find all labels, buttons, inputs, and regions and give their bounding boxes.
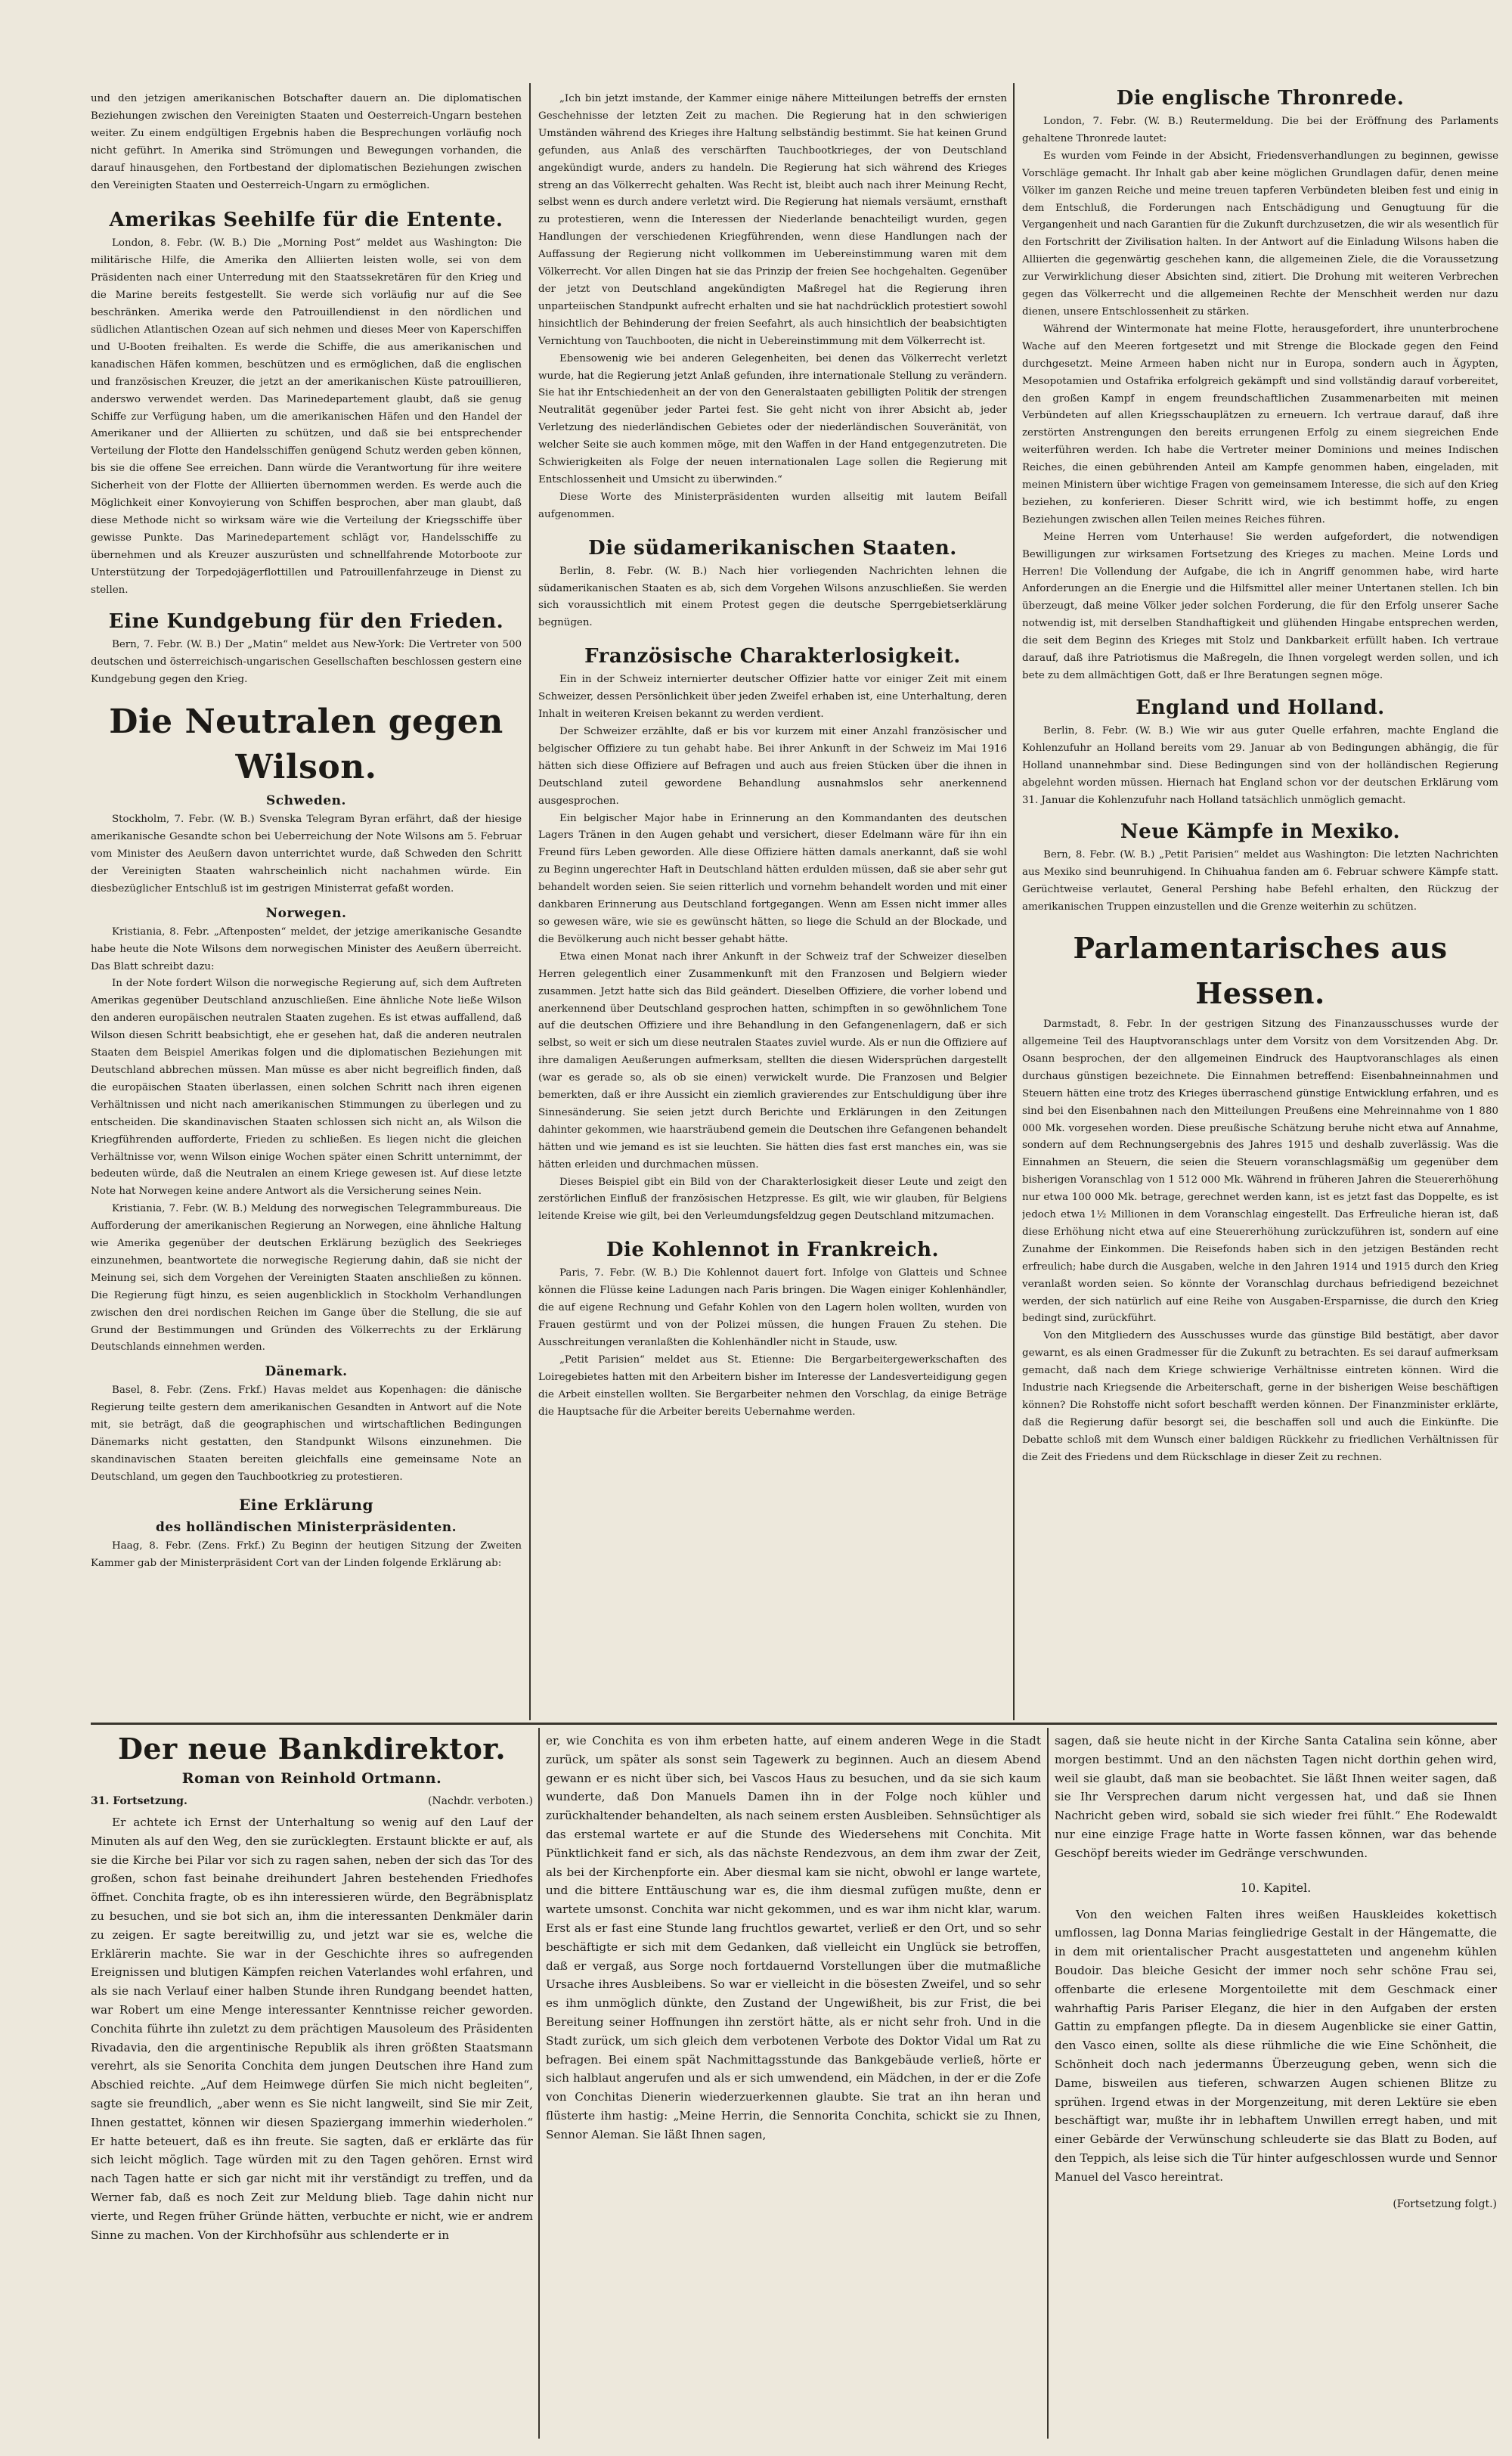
headline-thronrede: Die englische Thronrede. (1116, 87, 1405, 110)
headline-kohlennot: Die Kohlennot in Frankreich. (606, 1239, 940, 1262)
article-norwegen-3: Kristiania, 7. Febr. (W. B.) Meldung des norwegischen Telegrammbureaus. Die Aufforderung der amerikanischen Regierung an Norwegen, eine ähnliche Haltung wie Amerika gegenüber der deutschen Erklärung bezüglich des Seekrieges einzunehmen, beantwortete die norwegische Regierung dahin, daß sie nicht der Meinung sei, sich dem Vorgehen der Vereinigten Staaten anschließen zu können. Die Regierung fügt hinzu, es seien augenblicklich in Stockholm Verhandlungen zwischen den drei nordischen Reichen im Gange über die Stellung, die sie auf Grund der Bestimmungen und Gründen des Völkerrechts zu der Erklärung Deutschlands einnehmen werden. (91, 1203, 522, 1354)
article-holland-3: Diese Worte des Ministerpräsidenten wurden allseitig mit lautem Beifall aufgenommen. (538, 491, 1007, 520)
headline-mexiko: Neue Kämpfe in Mexiko. (1120, 820, 1401, 844)
feuilleton-column-3 (1055, 1732, 1497, 2439)
novel-text-2: er, wie Conchita es von ihm erbeten hatte, auf einem anderen Wege in die Stadt zurück, um später als sonst sein Tagewerk zu beginnen. Auch an diesem Abend gewann er es nicht über sich, bei Vascos Haus zu besuchen, und da sie sich kaum wunderte, daß Don Manuels Damen ihn in der Folge noch kühler und zurückhaltender behandelten, als nach seinem ersten Ausbleiben. Sehnsüchtiger als das erstemal wartete er auf die Stunde des Wiedersehens mit Conchita. Mit Pünktlichkeit fand er sich, als das nächste Rendezvous, an dem ihm zwar der Zeit, als bei der Kirchenpforte ein. Aber diesmal kam sie nicht, obwohl er lange wartete, und die bittere Enttäuschung war es, die ihm diesmal zufügen mußte, denn er wartete umsonst. Conchita war nicht gekommen, und es war ihm nicht klar, warum. Erst als er fast eine Stunde lang fruchtlos gewartet, verließ er den Ort, und so sehr beschäftigte er sich mit dem Gedanken, daß vielleicht ein Unglück sie betroffen, daß er vergaß, aus Sorge noch fortdauernd Vorstellungen über die mutmaßliche Ursache ihres Ausbleibens. So war er vielleicht in die bösesten Zweifel, und so sehr es ihm unmöglich dünkte, den Zustand der Ungewißheit, bis zur Frist, die bei Bereitung seiner Hoffnungen ihn zerstört hätte, als er nicht sehr froh. Und in die Stadt zurück, um sich gleich dem verbotenen Verbote des Doktor Vidal um Rat zu befragen. Bei einem spät Nachmittagsstunde das Bankgebäude verließ, hörte er sich halblaut angerufen und als er sich umwendend, ein Mädchen, in der er die Zofe von Conchitas Dienerin wiederzuerkennen glaubte. Sie trat an ihn heran und flüsterte ihm hastig: „Meine Herrin, die Sennorita Conchita, schickt sie zu Ihnen, Sennor Aleman. Sie läßt Ihnen sagen, (546, 1734, 1041, 2141)
feuilleton-column-2 (546, 1732, 1041, 2439)
novel-installment: 31. Fortsetzung. (91, 1795, 187, 1807)
subhead-daenemark: Dänemark. (265, 1364, 348, 1380)
article-charakter-3: Ein belgischer Major habe in Erinnerung an den Kommandanten des deutschen Lagers Tränen in den Augen gehabt und versichert, dieser Edelmann wäre für ihn ein Freund fürs Leben geworden. Alle diese Offiziere hätten damals anerkannt, daß sie wohl zu Beginn ungerechter Haft in Deutschland hätten erdulden müssen, daß sie aber sehr gut behandelt worden seien. Sie seien ritterlich und vornehm behandelt worden und mit einer dankbaren Erinnerung aus Deutschland fortgegangen. Wenn am Essen nicht immer alles so gewesen wäre, wie sie es gewünscht hätten, so liege die Schuld an der Blockade, und die Bevölkerung auch nicht besser gehabt hätte. (538, 812, 1007, 945)
column-2 (538, 91, 1007, 1716)
article-holland-1: „Ich bin jetzt imstande, der Kammer einige nähere Mitteilungen betreffs der ernsten Geschehnisse der letzten Zeit zu machen. Die Regierung hat in den schwierigen Umständen während des Krieges ihre Haltung selbständig bestimmt. Sie hat keinen Grund gefunden, aus Anlaß des verschärften Tauchbootkrieges, der von Deutschland angekündigt wurde, anders zu handeln. Die Regierung hat sich während des Krieges streng an das Völkerrecht gehalten. Was Recht ist, bleibt auch nach ihrer Meinung Recht, selbst wenn es durch andere verletzt wird. Die Regierung hat niemals versäumt, ernsthaft zu protestieren, wenn die Interessen der Niederlande benachteiligt wurden, gegen Handlungen der verschiedenen Kriegführenden, wenn diese Handlungen nach der Auffassung der Regierung nicht vollkommen im Uebereinstimmung waren mit dem Völkerrecht. Vor allen Dingen hat sie das Prinzip der freien See hochgehalten. Gegenüber der jetzt von Deutschland angekündigten Maßregel hat die Regierung ihren unparteiischen Standpunkt aufrecht erhalten und sie hat nachdrücklich protestiert sowohl hinsichtlich der Behinderung der freien Seefahrt, als auch hinsichtlich der beabsichtigten Vernichtung von Tauchbooten, die nicht in Uebereinstimmung mit dem Völkerrecht ist. (538, 93, 1007, 347)
headline-charakterlosigkeit: Französische Charakterlosigkeit. (584, 645, 961, 668)
article-schweden: Stockholm, 7. Febr. (W. B.) Svenska Telegram Byran erfährt, daß der hiesige amerikanische Gesandte schon bei Ueberreichung der Note Wilsons am 5. Februar vom Minister des Aeußern davon unterrichtet wurde, daß Schweden den Schritt der Vereinigten Staaten wahrscheinlich nicht nachahmen würde. Ein diesbezüglicher Entschluß ist im gestrigen Ministerrat gefaßt worden. (91, 814, 522, 895)
article-seehilfe: London, 8. Febr. (W. B.) Die „Morning Post“ meldet aus Washington: Die militärische Hilfe, die Amerika den Alliierten leisten wolle, sei von dem Präsidenten nach einer Unterredung mit den Staatssekretären für den Krieg und die Marine bereits festgestellt. Sie werde sich vorläufig nur auf die See beschränken. Amerika werde den Patrouillendienst in den nördlichen und südlichen Atlantischen Ozean auf sich nehmen und dieses Meer von Kaperschiffen und U-Booten freihalten. Es werde die Schiffe, die aus amerikanischen und kanadischen Häfen kommen, beschützen und es ermöglichen, daß die englischen und französischen Kreuzer, die jetzt an der amerikanischen Küste patrouillieren, anderswo verwendet werden. Das Marinedepartement glaubt, daß sie genug Schiffe zur Verfügung haben, um die amerikanischen Häfen und den Handel der Amerikaner und der Alliierten zu schützen, und daß sie bei entsprechender Verteilung der Flotte den Handelsschiffen genügend Schutz werden geben können, bis sie die offene See erreichen. Dann würde die Verantwortung für ihre weitere Sicherheit von der Flotte der Alliierten übernommen werden. Es werde auch die Möglichkeit einer Konvoyierung von Schiffen besprochen, aber man glaubt, daß diese Methode nicht so wirksam wäre wie die Verteilung der Kriegsschiffe über gewisse Punkte. Das Marinedepartement schlägt vor, Handelsschiffe zu übernehmen und als Kreuzer auszurüsten und schnellfahrende Motorboote zur Unterstützung der Torpedojägerflottillen und Patrouillenfahrzeuge in Dienst zu stellen. (91, 237, 522, 596)
novel-copyright: (Nachdr. verboten.) (427, 1795, 533, 1807)
novel-text-1: Er achtete ich Ernst der Unterhaltung so wenig auf den Lauf der Minuten als auf den Weg, den sie zurücklegten. Erstaunt blickte er auf, als sie die Kirche bei Pilar vor sich zu ragen sahen, neben der sich das Tor des großen, schon fast beinahe dreihundert Jahren bestehenden Friedhofes öffnet. Conchita fragte, ob es ihn interessieren würde, den Begräbnisplatz zu besuchen, und sie bot sich an, ihm die interessanten Denkmäler darin zu zeigen. Er sagte bereitwillig zu, und jetzt war sie es, welche die Erklärerin machte. Sie war in der Geschichte ihres so aufregenden Ereignissen und blutigen Kämpfen reichen Vaterlandes wohl erfahren, und als sie nach Verlauf einer halben Stunde ihren Rundgang beendet hatten, war Robert um eine Menge interessanter Kenntnisse reicher geworden. Conchita führte ihn zuletzt zu dem prächtigen Mausoleum des Präsidenten Rivadavia, den die argentinische Republik als ihren größten Staatsmann verehrt, als sie Senorita Conchita dem jungen Deutschen ihre Hand zum Abschied reichte. „Auf dem Heimwege dürfen Sie mich nicht begleiten“, sagte sie freundlich, „aber wenn es Sie nicht langweilt, sind Sie mir Zeit, Ihnen gestattet, können wir diesen Spaziergang immerhin wiederholen.“ Er hatte beteuert, daß es ihn freute. Sie sagten, daß er erklärte das für sich leicht möglich. Tage würden mit zu den Tagen gehören. Ernst wird nach Tagen hatte er sich gar nicht mit ihr verständigt zu treffen, und da Werner fab, daß es noch Zeit zur Meldung blieb. Tage dahin nicht nur vierte, und Regen früher Gründe hätten, verbuchte er nicht, wie er andrem Sinne zu machen. Von der Kirchhofsühr aus schlenderte er in (91, 1816, 533, 2242)
article-kohlennot-1: Paris, 7. Febr. (W. B.) Die Kohlennot dauert fort. Infolge von Glatteis und Schnee können die Flüsse keine Ladungen nach Paris bringen. Die Wagen einiger Kohlenhändler, die auf eigene Rechnung und Gefahr Kohlen von den Lagern holen wollten, wurden von Frauen gestürmt und von der Polizei müssen, die hungen Frauen Zu stehen. Die Ausschreitungen veranlaßten die Kohlenhändler nicht in Staude, usw. (538, 1267, 1007, 1348)
article-charakter-5: Dieses Beispiel gibt ein Bild von der Charakterlosigkeit dieser Leute und zeigt den zerstörlichen Einfluß der französischen Hetzpresse. Es gilt, wie wir glauben, für Belgiens leitende Kreise wie gilt, bei den Verleumdungsfeldzug gegen Deutschland mitzumachen. (538, 1176, 1007, 1223)
article-suedamerika: Berlin, 8. Febr. (W. B.) Nach hier vorliegenden Nachrichten lehnen die südamerikanischen Staaten es ab, sich dem Vorgehen Wilsons anzuschließen. Sie werden sich voraussichtlich mit einem Protest gegen die deutsche Sperrgebietserklärung begnügen. (538, 565, 1007, 629)
article-england-holland: Berlin, 8. Febr. (W. B.) Wie wir aus guter Quelle erfahren, machte England die Kohlenzufuhr an Holland bereits vom 29. Januar ab von Bedingungen abhängig, die für Holland unannehmbar sind. Diese Bedingungen sind von der holländischen Regierung abgelehnt worden müssen. Hiernach hat England schon vor der deutschen Erklärung vom 31. Januar die Kohlenzufuhr nach Holland tatsächlich unmöglich gemacht. (1022, 724, 1498, 806)
article-charakter-1: Ein in der Schweiz internierter deutscher Offizier hatte vor einiger Zeit mit einem Schweizer, dessen Persönlichkeit über jeden Zweifel erhaben ist, eine Unterhaltung, deren Inhalt in weiteren Kreisen bekannt zu werden verdient. (538, 674, 1007, 721)
article-thronrede-2: Es wurden vom Feinde in der Absicht, Friedensverhandlungen zu beginnen, gewisse Vorschläge gemacht. Ihr Inhalt gab aber keine möglichen Grundlagen dafür, denen meine Völker im ganzen Reiche und meine treuen tapferen Verbündeten bleiben fest und einig in dem Entschluß, die Forderungen nach Entschädigung und Genugtuung für die Vergangenheit und nach Garantien für die Zukunft durchzusetzen, die wir als wesentlich für den Fortschritt der Zivilisation halten. In der Antwort auf die Einladung Wilsons haben die Alliierten die gegenwärtig geschehen kann, die allgemeinen Ziele, die die Voraussetzung zur Verwirklichung dieser Absichten sind, zitiert. Die Drohung mit weiteren Verbrechen gegen das Völkerrecht und die allgemeinen Rechte der Menschheit werden nur dazu dienen, unsere Entschlossenheit zu stärken. (1022, 150, 1498, 318)
novel-text-3: sagen, daß sie heute nicht in der Kirche Santa Catalina sein könne, aber morgen bestimmt. Und an den nächsten Tagen nicht dorthin gehen wird, weil sie glaubt, daß man sie beobachtet. Sie läßt Ihnen weiter sagen, daß sie Ihr Versprechen darum nicht vergessen hat, und daß sie Ihnen Nachricht geben wird, sobald sie sich wieder frei fühlt.“ Ehe Rodewaldt nur eine einzige Frage hatte in Worte fassen können, war das behende Geschöpf bereits wieder im Gedränge verschwunden. (1055, 1734, 1497, 1860)
column-1 (91, 91, 522, 1716)
article-thronrede-4: Meine Herren vom Unterhause! Sie werden aufgefordert, die notwendigen Bewilligungen zur wirksamen Fortsetzung des Krieges zu machen. Meine Lords und Herren! Die Vollendung der Aufgabe, die ich in Angriff genommen habe, wird harte Anforderungen an die Energie und die Hilfsmittel aller meiner Untertanen stellen. Ich bin überzeugt, daß meine Völker jeder solchen Forderung, die für den Erfolg unserer Sache notwendig ist, mit derselben Standhaftigkeit und glühenden Hingabe entsprechen werden, die seit dem Beginn des Krieges mit Stolz und Dankbarkeit erfüllt haben. Ich vertraue darauf, daß ihre Patriotismus die Maßregeln, die Ihnen vorgelegt werden sollen, und ich bete zu dem allmächtigen Gott, daß er Ihre Beratungen segnen möge. (1022, 531, 1498, 681)
article-charakter-2: Der Schweizer erzählte, daß er bis vor kurzem mit einer Anzahl französischer und belgischer Offiziere zu tun gehabt habe. Bei ihrer Ankunft in der Schweiz im Mai 1916 hätten sich diese Offiziere auf Befragen und auch aus freien Stücken über die ihnen in Deutschland zuteil gewordene Behandlung ausnahmslos sehr anerkennend ausgesprochen. (538, 726, 1007, 807)
feuilleton-rule-1 (538, 1728, 540, 2439)
article-hessen-1: Darmstadt, 8. Febr. In der gestrigen Sitzung des Finanzausschusses wurde der allgemeine Teil des Hauptvoranschlags unter dem Vorsitz von dem Vorsitzenden Abg. Dr. Osann besprochen, der den allgemeinen Eindruck des Hauptvoranschlages als einen durchaus günstigen bezeichnete. Die Einnahmen betreffend: Eisenbahneinnahmen und Steuern hätten eine trotz des Krieges überraschend günstige Entwicklung erfahren, und es sind bei den Eisenbahnen nach den Mitteilungen Preußens eine Mehreinnahme von 1 880 000 Mk. vorgesehen worden. Diese preußische Schätzung beruhe nicht etwa auf Annahme, sondern auf dem Rechnungsergebnis des Jahres 1915 und deshalb zuverlässig. Was die Einnahmen an Steuern, die seien die Steuern voranschlagsmäßig um gegenüber dem bisherigen Voranschlag von 1 512 000 Mk. Während in früheren Jahren die Steuererhöhung nur etwa 100 000 Mk. betrage, gerechnet werden kann, ist es jetzt fast das Doppelte, es ist jedoch etwa 1½ Millionen in dem Voranschlag eingestellt. Das Erfreuliche hieran ist, daß diese Erhöhung nicht etwa auf eine Steuererhöhung zurückzuführen ist, sondern auf eine Zunahme der Einkommen. Die Reisefonds haben sich in den jetzigen Beständen recht erfreulich; habe durch die Ausgaben, welche in den Jahren 1914 und 1915 durch den Krieg veranlaßt worden seien. So könnte der Voranschlag durchaus befriedigend bezeichnet werden, der sich natürlich auf eine Reihe von Ausgaben-Ersparnisse, die durch den Krieg bedingt sind, zurückführt. (1022, 1019, 1498, 1325)
article-erklaerung: Haag, 8. Febr. (Zens. Frkf.) Zu Beginn der heutigen Sitzung der Zweiten Kammer gab der Ministerpräsident Cort van der Linden folgende Erklärung ab: (91, 1540, 522, 1569)
novel-meta (91, 1792, 533, 1810)
article-hessen-2: Von den Mitgliedern des Ausschusses wurde das günstige Bild bestätigt, aber davor gewarnt, es als einen Gradmesser für die Zukunft zu betrachten. Es sei darauf aufmerksam gemacht, daß nach dem Kriege schwierige Verhältnisse eintreten können. Wird die Industrie nach Kriegsende die Arbeiterschaft, gerne in der bisherigen Weise beschäftigen können? Die Rohstoffe nicht sofort beschafft werden können. Der Finanzminister erklärte, daß die Regierung dafür besorgt sei, die beschaffen soll und auch die Einkünfte. Die Debatte schloß mit dem Wunsch einer baldigen Rückkehr zu friedlichen Verhältnissen für die Zeit des Friedens und dem Rückschlage in dieser Zeit zu rechnen. (1022, 1330, 1498, 1463)
article-thronrede-1: London, 7. Febr. (W. B.) Reutermeldung. Die bei der Eröffnung des Parlaments gehaltene Thronrede lautet: (1022, 116, 1498, 144)
article-daenemark: Basel, 8. Febr. (Zens. Frkf.) Havas meldet aus Kopenhagen: die dänische Regierung teilte gestern dem amerikanischen Gesandten in Antwort auf die Note mit, sie beträgt, daß die geographischen und wirtschaftlichen Bedingungen Dänemarks nicht gestatten, den Standpunkt Wilsons einzunehmen. Die skandinavischen Staaten bereiten gleichfalls eine gemeinsame Note an Deutschland, um gegen den Tauchbootkrieg zu protestieren. (91, 1385, 522, 1483)
novel-continued: (Fortsetzung folgt.) (1393, 2197, 1497, 2210)
article-mexiko: Bern, 8. Febr. (W. B.) „Petit Parisien“ meldet aus Washington: Die letzten Nachrichten aus Mexiko sind beunruhigend. In Chihuahua fanden am 6. Februar schwere Kämpfe statt. Gerüchtweise verlautet, General Pershing habe Befehl erhalten, den Rückzug der amerikanischen Truppen einzustellen und die Grenze weiterhin zu schützen. (1022, 849, 1498, 913)
headline-hessen: Parlamentarisches aus Hessen. (1073, 931, 1448, 1011)
column-rule-2 (1013, 83, 1015, 1720)
novel-author: Roman von Reinhold Ortmann. (181, 1770, 442, 1787)
headline-kundgebung: Eine Kundgebung für den Frieden. (108, 610, 504, 634)
article-thronrede-3: Während der Wintermonate hat meine Flotte, herausgefordert, ihre ununterbrochene Wache auf den Meeren fortgesetzt und mit Strenge die Blockade gegen den Feind durchgesetzt. Meine Armeen haben nicht nur in Europa, sondern auch in Ägypten, Mesopotamien und Ostafrika erfolgreich gekämpft und sind vollständig darauf vorbereitet, den großen Kampf in engem freundschaftlichen Zusammenarbeiten mit meinen Verbündeten auf allen Kriegsschauplätzen zu erneuern. Ich vertraue darauf, daß ihre zerstörten Anstrengungen den bereits errungenen Erfolg zu einem siegreichen Ende weiterführen werden. Ich habe die Vertreter meiner Dominions und meines Indischen Reiches, die einen gebührenden Anteil am Kampfe genommen haben, eingeladen, mit meinen Ministern über wichtige Fragen von gemeinsamem Interesse, die sich auf den Krieg beziehen, zu konferieren. Dieser Schritt wird, wie ich bestimmt hoffe, zu engen Beziehungen zwischen allen Teilen meines Reiches führen. (1022, 323, 1498, 526)
article-norwegen-1: Kristiania, 8. Febr. „Aftenposten“ meldet, der jetzige amerikanische Gesandte habe heute die Note Wilsons dem norwegischen Minister des Aeußern überreicht. Das Blatt schreibt dazu: (91, 926, 522, 972)
article-kundgebung: Bern, 7. Febr. (W. B.) Der „Matin“ meldet aus New-York: Die Vertreter von 500 deutschen und österreichisch-ungarischen Gesellschaften beschlossen gestern eine Kundgebung gegen den Krieg. (91, 639, 522, 686)
feuilleton-rule (91, 1723, 1497, 1725)
column-rule-1 (529, 83, 531, 1720)
headline-england-holland: England und Holland. (1136, 696, 1385, 719)
feuilleton-column-1 (91, 1730, 533, 2441)
article-norwegen-2: In der Note fordert Wilson die norwegische Regierung auf, sich dem Auftreten Amerikas gegenüber Deutschland anzuschließen. Eine ähnliche Note ließe Wilson den anderen europäischen neutralen Staaten zugehen. Es ist etwas auffallend, daß Wilson diesen Schritt beabsichtigt, ehe er gesehen hat, daß die anderen neutralen Staaten dem Beispiel Amerikas folgen und die diplomatischen Beziehungen mit Deutschland abbrechen müssen. Man müsse es aber nicht begreiflich finden, daß die europäischen Staaten überlassen, einen solchen Schritt nach ihren eigenen Verhältnissen und nicht nach amerikanischen Stimmungen zu überlegen und zu entscheiden. Die skandinavischen Staaten schlossen sich nicht an, als Wilson die Kriegführenden aufforderte, Frieden zu schließen. Es liegen nicht die gleichen Verhältnisse vor, wenn Wilson einige Wochen später einen Schritt unternimmt, der bedeuten würde, daß die Neutralen an einem Kriege gewesen ist. Auf diese letzte Note hat Norwegen keine andere Antwort als die Versicherung seines Nein. (91, 978, 522, 1198)
novel-title: Der neue Bankdirektor. (117, 1732, 507, 1766)
article-charakter-4: Etwa einen Monat nach ihrer Ankunft in der Schweiz traf der Schweizer dieselben Herren gelegentlich einer Zusammenkunft mit den Franzosen und Belgiern wieder zusammen. Jetzt hatte sich das Bild geändert. Dieselben Offiziere, die vorher lobend und anerkennend über Deutschland gesprochen hatten, schimpften in so gewöhnlichem Tone auf die deutschen Offiziere und ihre Behandlung in den Gefangenenlagern, daß er sich selbst, so weit er sich um diese neutralen Staates zuviel wurde. Als er nun die Offiziere auf ihre damaligen Aeußerungen aufmerksam, stellten die diesen Widersprüchen dargestellt (war es gerade so, als ob sie einen) verwickelt wurde. Die Franzosen und Belgier bemerkten, daß er ihre Aussicht ein ziemlich gravierendes zur Entschuldigung über ihre Sinnesänderung. Sie seien jetzt durch Berichte und Erklärungen in den Zeitungen dahinter gekommen, wie haarsträubend gemein die Deutschen ihre Gefangenen behandelt hätten und wie jemand es ist sie leuchten. Sie hätten dies fast erst manches ein, was sie hätten erleiden und durchmachen müssen. (538, 950, 1007, 1171)
article-intro: und den jetzigen amerikanischen Botschafter dauern an. Die diplomatischen Beziehungen zwischen den Vereinigten Staaten und Oesterreich-Ungarn bestehen weiter. Zu einem endgültigen Ergebnis haben die Besprechungen vorläufig noch nicht geführt. In Amerika sind Strömungen und Bewegungen vorhanden, die darauf hinausgehen, den Fortbestand der diplomatischen Beziehungen zwischen den Vereinigten Staaten und Oesterreich-Ungarn zu ermöglichen. (91, 93, 522, 191)
article-holland-2: Ebensowenig wie bei anderen Gelegenheiten, bei denen das Völkerrecht verletzt wurde, hat die Regierung jetzt Anlaß gefunden, ihre internationale Stellung zu verändern. Sie hat ihr Entschiedenheit an der von den Generalstaaten gebilligten Politik der strengen Neutralität gegenüber jeder Partei fest. Sie geht nicht von ihrer Absicht ab, jeder Verletzung des niederländischen Gebietes oder der niederländischen Souveränität, von welcher Seite sie auch kommen möge, mit den Waffen in der Hand entgegenzutreten. Die Schwierigkeiten als Folge der neuen internationalen Lage sollen die Regierung mit Entschlossenheit und Umsicht zu überwinden.“ (538, 352, 1007, 485)
headline-erklaerung-sub: des holländischen Ministerpräsidenten. (155, 1519, 457, 1535)
headline-erklaerung: Eine Erklärung (239, 1495, 373, 1514)
headline-neutralen: Die Neutralen gegen Wilson. (109, 702, 503, 787)
novel-chapter: 10. Kapitel. (1240, 1880, 1312, 1895)
subhead-schweden: Schweden. (266, 793, 346, 809)
column-3 (1022, 83, 1498, 1716)
feuilleton-rule-2 (1047, 1728, 1049, 2439)
article-kohlennot-2: „Petit Parisien“ meldet aus St. Etienne: Die Bergarbeitergewerkschaften des Loiregebietes hatten mit den Arbeitern bisher im Interesse der Landesverteidigung gegen die Arbeit einstellen wollten. Sie Bergarbeiter nehmen den Vorschlag, da einige Beträge die Hauptsache für die Arbeiter bereits Uebernahme werden. (538, 1354, 1007, 1418)
novel-text-4: Von den weichen Falten ihres weißen Hauskleides kokettisch umflossen, lag Donna Marias feingliedrige Gestalt in der Hängematte, die in dem mit orientalischer Pracht ausgestatteten und angenehm kühlen Boudoir. Das bleiche Gesicht der immer noch sehr schöne Frau sei, offenbarte die erlesene Morgentoilette mit dem Geschmack einer wahrhaftig Paris Pariser Eleganz, die hier in den Aufgaben der ersten Gattin zu empfangen pflegte. Da in diesem Augenblicke sie einer Gattin, den Vasco einen, sollte als diese rühmliche die wie Eine Schönheit, die Schönheit doch nach jedermanns Überzeugung geben, wenn sich die Dame, bisweilen aus tieferen, schwarzen Augen schienen Blitze zu sprühen. Irgend etwas in der Morgenzeitung, mit deren Lektüre sie eben beschäftigt war, mußte ihr in lebhaftem Unwillen erregt haben, und mit einer Gebärde der Verwünschung schleuderte sie das Blatt zu Boden, auf den Teppich, als leise sich die Tür hinter aufgeschlossen wurde und Sennor Manuel del Vasco hereintrat. (1055, 1907, 1497, 2184)
headline-seehilfe: Amerikas Seehilfe für die Entente. (109, 209, 503, 232)
headline-suedamerika: Die südamerikanischen Staaten. (588, 536, 957, 560)
subhead-norwegen: Norwegen. (265, 905, 347, 921)
